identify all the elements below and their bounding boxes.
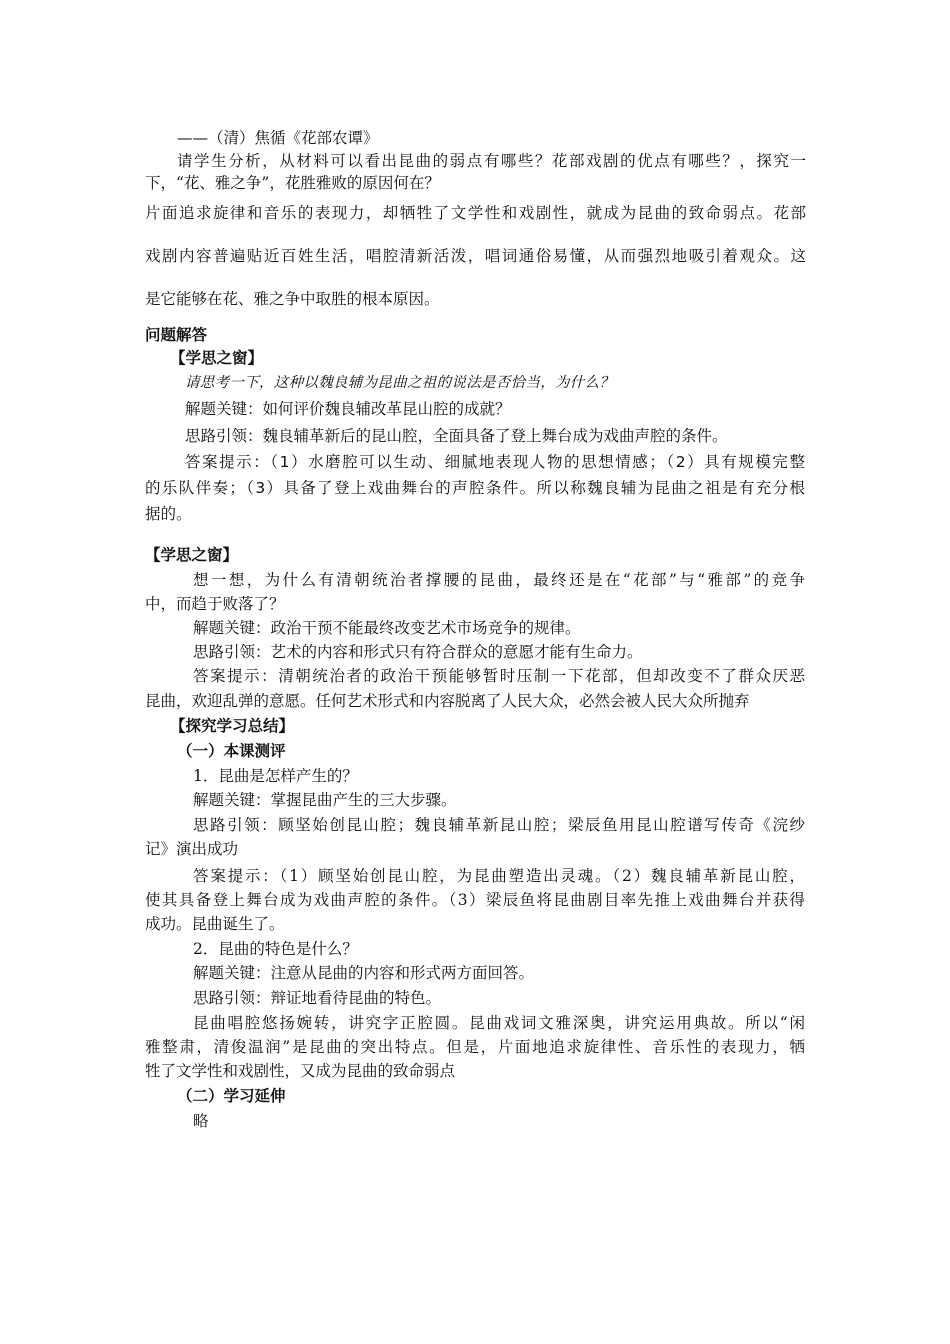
window2-guide: 思路引领：艺术的内容和形式只有符合群众的意愿才能有生命力。 [193, 643, 643, 661]
window2-answer-line-2: 昆曲，欢迎乱弹的意愿。任何艺术形式和内容脱离了人民大众，必然会被人民大众所抛弃 [145, 692, 750, 710]
q1-answer-line-2: 使其具备登上舞台成为戏曲声腔的条件。（3）梁辰鱼将昆曲剧目率先推上戏曲舞台并获得 [145, 891, 805, 909]
summary-section-2: （二）学习延伸 [177, 1086, 286, 1105]
window1-answer-line-1: 答案提示：（1）水磨腔可以生动、细腻地表现人物的思想情感；（2）具有规模完整 [185, 453, 805, 471]
answer-line-1: 片面追求旋律和音乐的表现力，却牺牲了文学性和戏剧性，就成为昆曲的致命弱点。花部 [145, 204, 806, 222]
q2-key: 解题关键：注意从昆曲的内容和形式两方面回答。 [193, 964, 535, 982]
window1-key: 解题关键：如何评价魏良辅改革昆山腔的成就？ [185, 400, 511, 418]
prompt-line-1: 请学生分析，从材料可以看出昆曲的弱点有哪些？花部戏剧的优点有哪些？，探究一 [177, 152, 806, 170]
q2-answer-line-3: 牲了文学性和戏剧性，又成为昆曲的致命弱点 [145, 1062, 456, 1080]
window1-question: 请思考一下，这种以魏良辅为昆曲之祖的说法是否恰当，为什么？ [185, 375, 615, 391]
summary-section-1: （一）本课测评 [177, 741, 286, 760]
answer-line-2: 戏剧内容普遍贴近百姓生活，唱腔清新活泼，唱词通俗易懂，从而强烈地吸引着观众。这 [145, 247, 806, 265]
answer-line-3: 是它能够在花、雅之争中取胜的根本原因。 [145, 290, 440, 308]
window1-guide: 思路引领：魏良辅革新后的昆山腔，全面具备了登上舞台成为戏曲声腔的条件。 [185, 427, 728, 445]
source-citation: ——（清）焦循《花部农谭》 [177, 129, 379, 147]
q2-question: 2．昆曲的特色是什么？ [193, 940, 358, 958]
prompt-line-2: 下，“花、雅之争”，花胜雅败的原因何在？ [145, 174, 440, 192]
section-heading-qa: 问题解答 [145, 325, 208, 344]
q2-guide: 思路引领：辩证地看待昆曲的特色。 [193, 989, 442, 1007]
window2-key: 解题关键：政治干预不能最终改变艺术市场竞争的规律。 [193, 619, 581, 637]
q1-answer-line-1: 答案提示：（1）顾坚始创昆山腔，为昆曲塑造出灵魂。（2）魏良辅革新昆山腔， [193, 867, 805, 885]
q1-answer-line-3: 成功。昆曲诞生了。 [145, 915, 285, 933]
q2-answer-line-2: 雅整肃，清俊温润”是昆曲的突出特点。但是，片面地追求旋律性、音乐性的表现力，牺 [145, 1038, 805, 1056]
window2-answer-line-1: 答案提示：清朝统治者的政治干预能够暂时压制一下花部，但却改变不了群众厌恶 [193, 667, 805, 685]
q1-guide-line-1: 思路引领：顾坚始创昆山腔；魏良辅革新昆山腔；梁辰鱼用昆山腔谱写传奇《浣纱 [193, 816, 805, 834]
q1-guide-line-2: 记》演出成功 [145, 840, 239, 858]
window2-title: 【学思之窗】 [145, 545, 239, 564]
window2-question-line-2: 中，而趋于败落了？ [145, 595, 285, 613]
section-2-body: 略 [193, 1112, 209, 1130]
q1-key: 解题关键：掌握昆曲产生的三大步骤。 [193, 791, 457, 809]
window1-title: 【学思之窗】 [170, 348, 264, 367]
q1-question: 1．昆曲是怎样产生的？ [193, 767, 358, 785]
summary-title: 【探究学习总结】 [170, 716, 295, 735]
q2-answer-line-1: 昆曲唱腔悠扬婉转，讲究字正腔圆。昆曲戏词文雅深奥，讲究运用典故。所以“闲 [193, 1014, 805, 1032]
window1-answer-line-2: 的乐队伴奏；（3）具备了登上戏曲舞台的声腔条件。所以称魏良辅为昆曲之祖是有充分根 [145, 479, 805, 497]
window1-answer-line-3: 据的。 [145, 505, 192, 523]
window2-question-line-1: 想一想，为什么有清朝统治者撑腰的昆曲，最终还是在“花部”与“雅部”的竞争 [193, 571, 805, 589]
